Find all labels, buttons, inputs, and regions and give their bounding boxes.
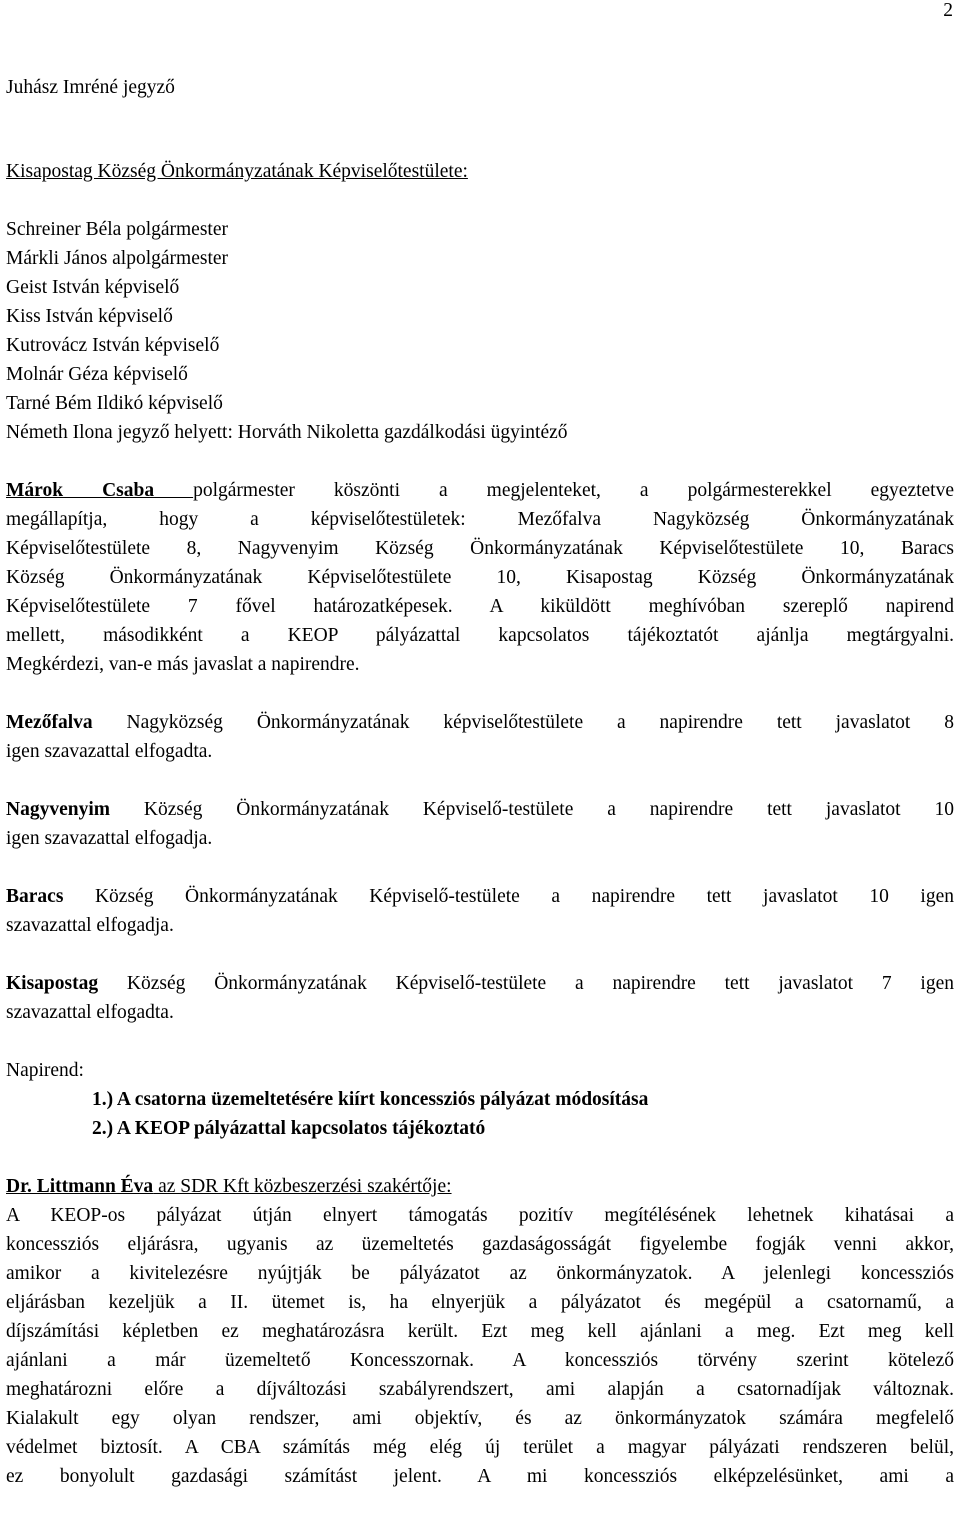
expert-role: az SDR Kft közbeszerzési szakértője: <box>153 1176 452 1197</box>
vote-paragraph <box>6 882 954 940</box>
vote-council-name: Kisapostag <box>6 973 99 994</box>
vote-text: Község Önkormányzatának Képviselő-testülete a napirendre tett javaslatot 10 igen <box>63 886 954 907</box>
agenda-item: 1.) A csatorna üzemeltetésére kiírt koncessziós pályázat módosítása <box>92 1089 649 1110</box>
opening-speaker: Márok Csaba <box>6 480 194 501</box>
opening-line: Képviselőtestülete 7 fővel határozatképesek. A kiküldött meghívóban szereplő napirend <box>6 596 954 617</box>
member-line: Geist István képviselő <box>6 277 180 298</box>
opening-line: Község Önkormányzatának Képviselőtestülete 10, Kisapostag Község Önkormányzatának <box>6 567 954 588</box>
expert-line: A KEOP-os pályázat útján elnyert támogatás pozitív megítélésének lehetnek kihatásai a <box>6 1205 954 1226</box>
vote-text: igen szavazattal elfogadta. <box>6 741 213 762</box>
opening-line: polgármester köszönti a megjelenteket, a polgármesterekkel egyeztetve <box>193 480 954 501</box>
expert-name: Dr. Littmann Éva <box>6 1176 154 1197</box>
opening-line: megállapítja, hogy a képviselőtestületek: Mezőfalva Nagyközség Önkormányzatának <box>6 509 954 530</box>
member-line: Tarné Bém Ildikó képviselő <box>6 393 223 414</box>
members-list <box>6 215 954 447</box>
vote-paragraph <box>6 969 954 1027</box>
expert-line: díjszámítási képletben ez meghatározásra került. Ezt meg kell ajánlani a meg. Ezt meg kell <box>6 1321 954 1342</box>
vote-paragraph <box>6 708 954 766</box>
vote-council-name: Baracs <box>6 886 64 907</box>
agenda-list <box>6 1085 954 1143</box>
member-line: Németh Ilona jegyző helyett: Horváth Nikoletta gazdálkodási ügyintéző <box>6 422 568 443</box>
vote-text: Község Önkormányzatának Képviselő-testülete a napirendre tett javaslatot 10 <box>110 799 954 820</box>
member-line: Kiss István képviselő <box>6 306 173 327</box>
vote-text: igen szavazattal elfogadja. <box>6 828 213 849</box>
vote-council-name: Mezőfalva <box>6 712 93 733</box>
document-body <box>6 73 954 1491</box>
opening-paragraph <box>6 476 954 679</box>
member-line: Schreiner Béla polgármester <box>6 219 228 240</box>
vote-text: Nagyközség Önkormányzatának képviselőtestülete a napirendre tett javaslatot 8 <box>92 712 954 733</box>
expert-line: védelmet biztosít. A CBA számítás még elég új terület a magyar pályázati rendszeren belül, <box>6 1437 954 1458</box>
vote-paragraph <box>6 795 954 853</box>
expert-line: amikor a kivitelezésre nyújtják be pályázatot az önkormányzatok. A jelenlegi koncessziós <box>6 1263 954 1284</box>
opening-line: Megkérdezi, van-e más javaslat a napirendre. <box>6 654 360 675</box>
member-line: Márkli János alpolgármester <box>6 248 229 269</box>
member-line: Kutrovácz István képviselő <box>6 335 220 356</box>
agenda-label: Napirend: <box>6 1060 84 1081</box>
expert-line: ez bonyolult gazdasági számítást jelent. A mi koncessziós elképzelésünket, ami a <box>6 1466 954 1487</box>
expert-line: ajánlani a már üzemeltető Koncesszornak. A koncessziós törvény szerint kötelező <box>6 1350 954 1371</box>
author-line: Juhász Imréné jegyző <box>6 77 175 98</box>
vote-text: Község Önkormányzatának Képviselő-testülete a napirendre tett javaslatot 7 igen <box>98 973 954 994</box>
board-heading: Kisapostag Község Önkormányzatának Képviselőtestülete: <box>6 161 468 182</box>
opening-line: mellett, másodikként a KEOP pályázattal kapcsolatos tájékoztatót ajánlja megtárgyalni. <box>6 625 954 646</box>
expert-section <box>6 1172 954 1491</box>
opening-line: Képviselőtestülete 8, Nagyvenyim Község Önkormányzatának Képviselőtestülete 10, Baracs <box>6 538 954 559</box>
expert-line: eljárásban kezeljük a II. ütemet is, ha elnyerjük a pályázatot és megépül a csatornamű, a <box>6 1292 954 1313</box>
page-number: 2 <box>943 0 953 21</box>
member-line: Molnár Géza képviselő <box>6 364 188 385</box>
expert-line: meghatározni előre a díjváltozási szabályrendszert, ami alapján a csatornadíjak változnak. <box>6 1379 954 1400</box>
expert-line: Kialakult egy olyan rendszer, ami objektív, és az önkormányzatok számára megfelelő <box>6 1408 954 1429</box>
vote-text: szavazattal elfogadja. <box>6 915 174 936</box>
vote-council-name: Nagyvenyim <box>6 799 110 820</box>
agenda-item: 2.) A KEOP pályázattal kapcsolatos tájékoztató <box>92 1118 486 1139</box>
vote-text: szavazattal elfogadta. <box>6 1002 174 1023</box>
expert-line: koncessziós eljárásra, ugyanis az üzemeltetés gazdaságosságát figyelembe fogják venni akkor, <box>6 1234 954 1255</box>
